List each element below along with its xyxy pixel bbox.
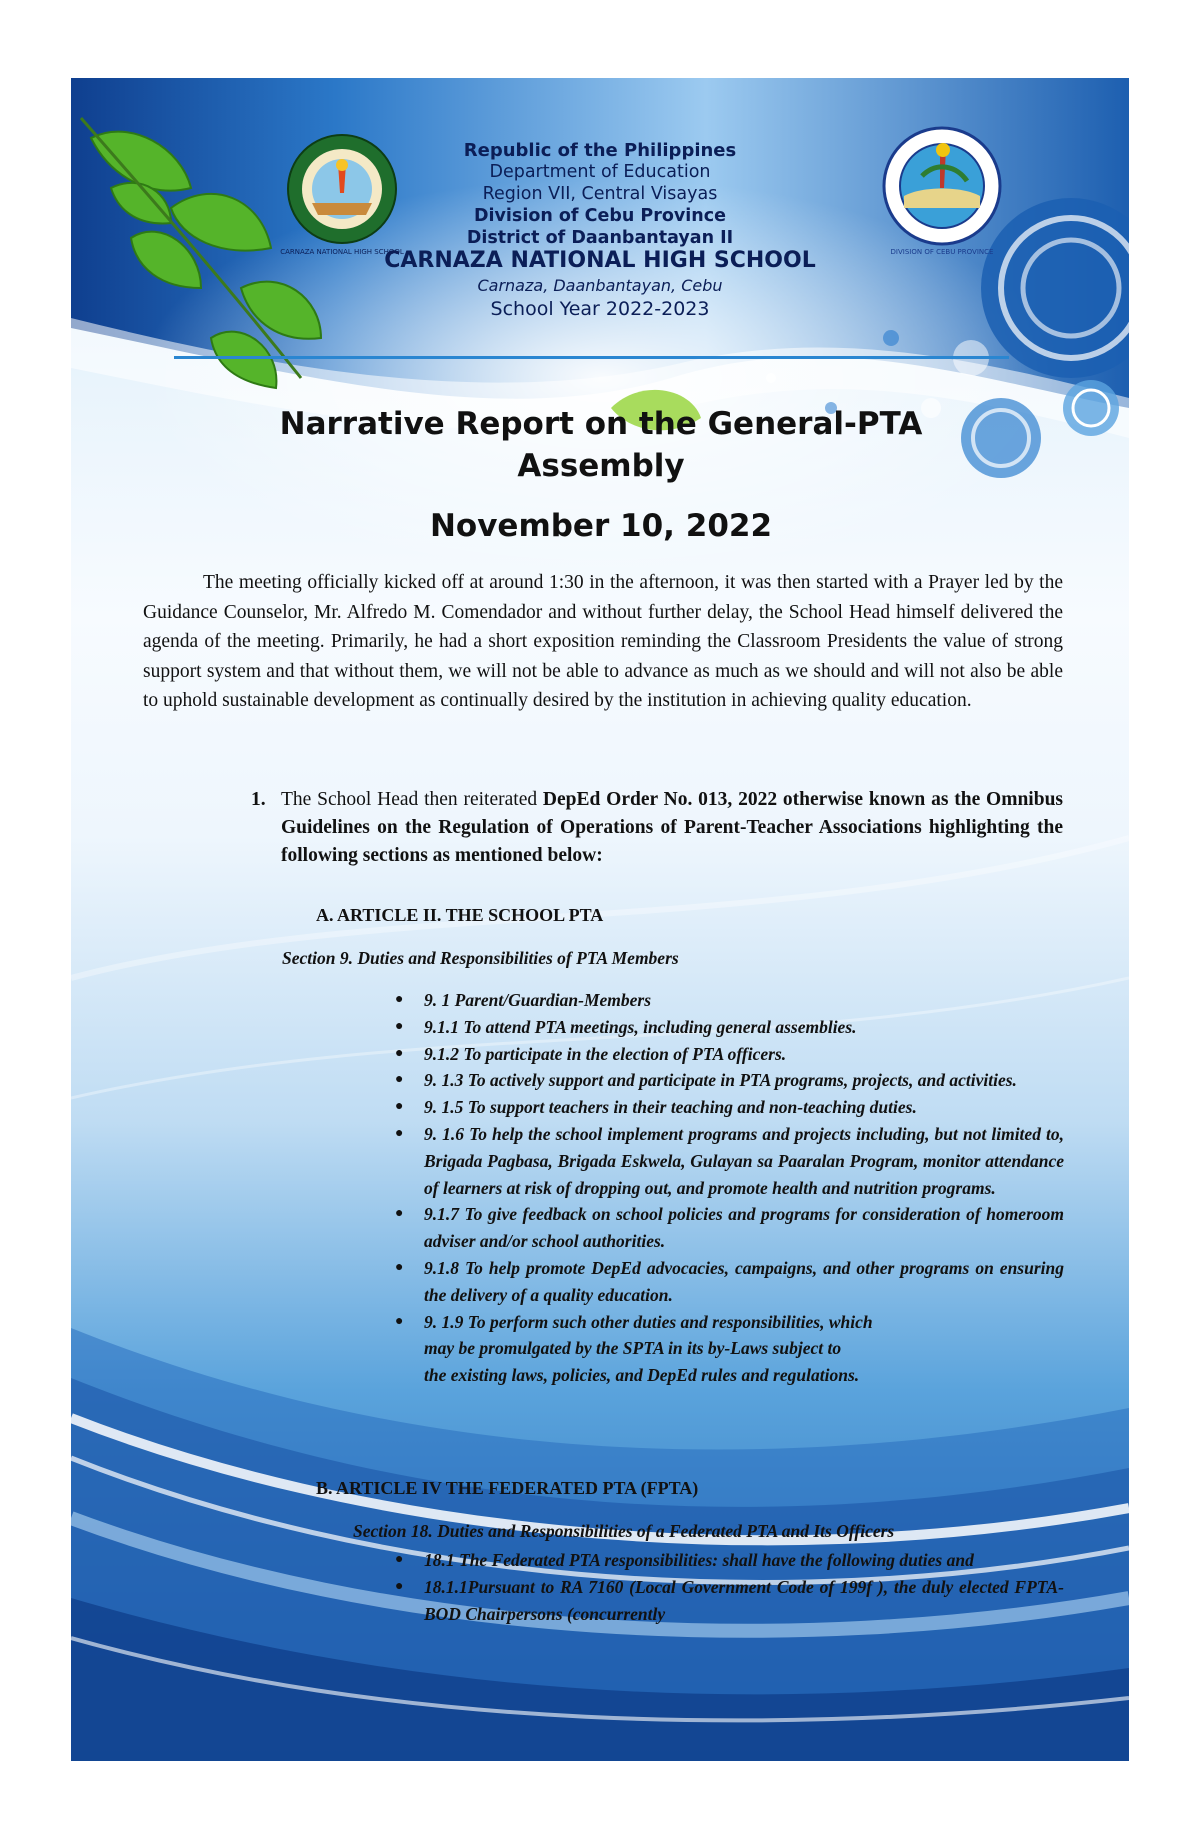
article-b-heading: B. ARTICLE IV THE FEDERATED PTA (FPTA) (316, 1478, 699, 1498)
section-9-list (424, 987, 1064, 1389)
list-item: ● 9. 1.5 To support teachers in their teaching and non-teaching duties. (424, 1094, 1064, 1121)
article-a-heading: A. ARTICLE II. THE SCHOOL PTA (316, 905, 604, 925)
list-item: ● 18.1 The Federated PTA responsibilities: shall have the following duties and (424, 1547, 1064, 1574)
republic-line: Republic of the Philippines (463, 140, 737, 161)
list-item-line: 9. 1.9 To perform such other duties and responsibilities, which (424, 1311, 873, 1332)
report-date: November 10, 2022 (429, 508, 773, 544)
school-name: CARNAZA NATIONAL HIGH SCHOOL (384, 248, 816, 273)
section-18-heading: Section 18. Duties and Responsibilities of a Federated PTA and Its Officers (353, 1521, 895, 1541)
right-seal-text: DIVISION OF CEBU PROVINCE (890, 248, 994, 256)
section-18-list (424, 1547, 1064, 1627)
list-item: ● 9. 1 Parent/Guardian-Members (424, 987, 1064, 1014)
division-line: Division of Cebu Province (473, 206, 727, 226)
report-title-line1: Narrative Report on the General-PTA (279, 406, 923, 442)
left-seal-text: CARNAZA NATIONAL HIGH SCHOOL (280, 248, 404, 256)
list-item-line: may be promulgated by the SPTA in its by-Laws subject to (424, 1338, 842, 1359)
report-title-line2: Assembly (517, 448, 685, 484)
intro-paragraph (143, 568, 1063, 716)
list-item (424, 1309, 1064, 1389)
list-item: ● 9.1.8 To help promote DepEd advocacies, campaigns, and other programs on ensuring the delivery of a quality education. (424, 1255, 1064, 1309)
district-line: District of Daanbantayan II (466, 228, 734, 248)
school-address: Carnaza, Daanbantayan, Cebu (477, 276, 723, 295)
section-9-heading: Section 9. Duties and Responsibilities of PTA Members (282, 948, 679, 968)
item-number: 1. (251, 789, 266, 810)
department-line: Department of Education (489, 162, 711, 182)
list-item: ● 9.1.7 To give feedback on school policies and programs for consideration of homeroom adviser and/or school authorities. (424, 1201, 1064, 1255)
deped-order-text: DepEd Order No. 013, 2022 otherwise known as the Omnibus Guidelines on the Regulation of Operations of Parent-Teacher Associations highlighting the following sections as mentioned below: (281, 789, 1064, 866)
list-item: ● 9.1.2 To participate in the election of PTA officers. (424, 1041, 1064, 1068)
school-year: School Year 2022-2023 (490, 298, 710, 320)
intro-text: The meeting officially kicked off at around 1:30 in the afternoon, it was then started with a Prayer led by the Guidance Counselor, Mr. Alfredo M. Comendador and without further delay, the School Head himself delivered the agenda of the meeting. Primarily, he had a short exposition reminding the Classroom Presidents the value of strong support system and that without them, we will not be able to advance as much as we should and will not also be able to uphold sustainable development as continually desired by the institution in achieving quality education. (143, 572, 1063, 711)
region-line: Region VII, Central Visayas (482, 184, 718, 204)
list-item: ● 18.1.1Pursuant to RA 7160 (Local Government Code of 199f ), the duly elected FPTA-BOD Chairpersons (concurrently (424, 1574, 1064, 1628)
list-item: ● 9. 1.6 To help the school implement programs and projects including, but not limited to, Brigada Pagbasa, Brigada Eskwela, Gulayan sa Paaralan Program, monitor attendance of learners at risk of dropping out, and promote health and nutrition programs. (424, 1121, 1064, 1201)
list-item-line: the existing laws, policies, and DepEd rules and regulations. (424, 1365, 860, 1386)
agenda-item-1 (251, 786, 1064, 870)
item-lead: The School Head then reiterated (281, 789, 543, 810)
list-item: ● 9.1.1 To attend PTA meetings, including general assemblies. (424, 1014, 1064, 1041)
list-item: ● 9. 1.3 To actively support and participate in PTA programs, projects, and activities. (424, 1067, 1064, 1094)
document-page (71, 78, 1129, 1761)
